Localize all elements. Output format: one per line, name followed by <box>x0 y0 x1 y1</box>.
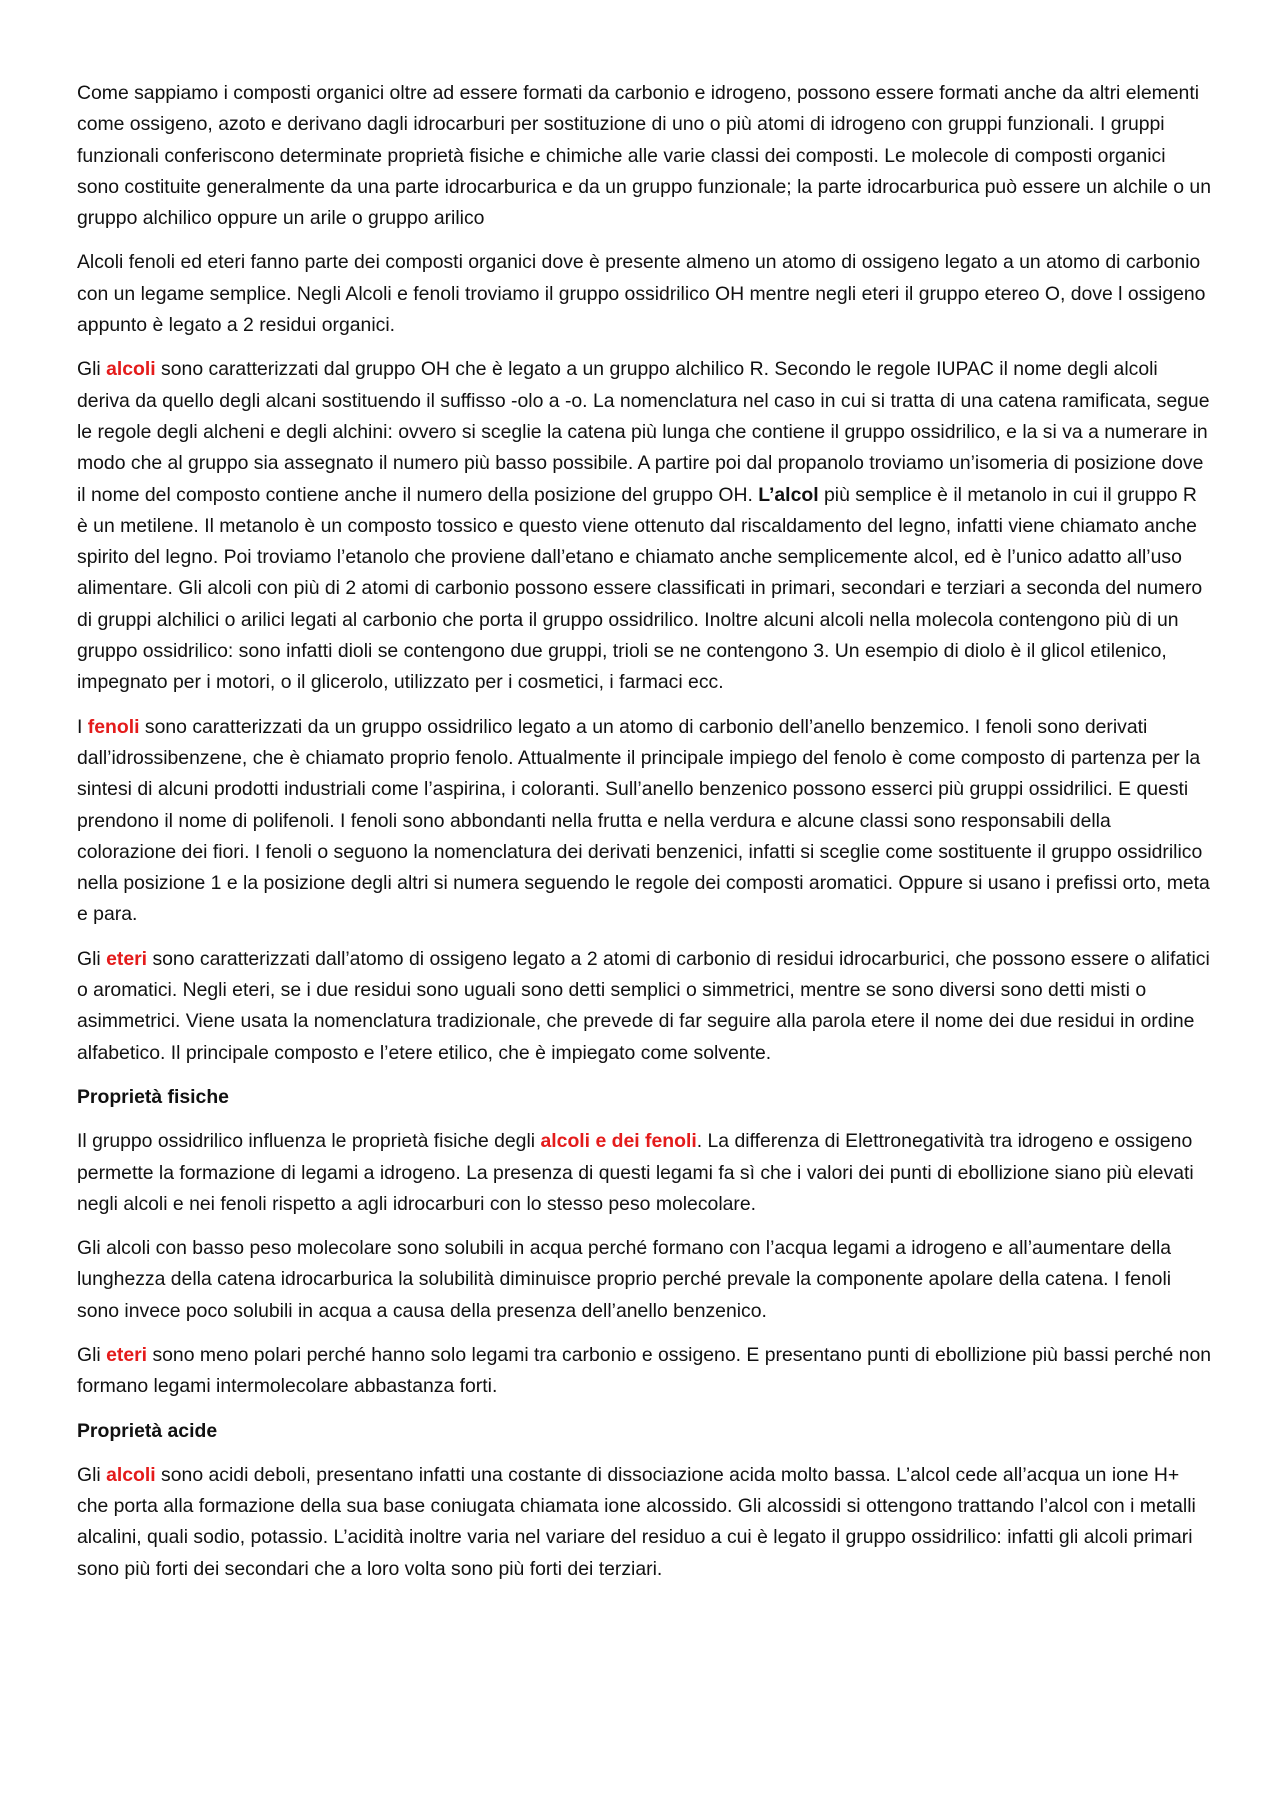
bold-alcol: L’alcol <box>758 483 819 506</box>
text-span: Gli <box>77 947 107 970</box>
text-span: Gli <box>77 1463 107 1486</box>
text-span: sono acidi deboli, presentano infatti una costante di dissociazione acida molto bassa. L’alcol cede all’acqua un ione H+ che porta alla formazione della sua base coniugata chiamata ione alcossido. Gli alcossidi si ottengono trattando l’alcol con i metalli alcalini, quali sodio, potassio. L’acidità inoltre varia nel variare del residuo a cui è legato il gruppo ossidrilico: infatti gli alcoli primari sono più forti dei secondari che a loro volta sono più forti dei terziari. <box>77 1463 1196 1580</box>
text-span: più semplice è il metanolo in cui il gruppo R è un metilene. Il metanolo è un composto tossico e questo viene ottenuto dal riscaldamento del legno, infatti viene chiamato anche spirito del legno. Poi troviamo l’etanolo che proviene dall’etano e chiamato anche semplicemente alcol, ed è l’unico adatto all’uso alimentare. Gli alcoli con più di 2 atomi di carbonio possono essere classificati in primari, secondari e terziari a seconda del numero di gruppi alchilici o arilici legati al carbonio che porta il gruppo ossidrilico. Inoltre alcuni alcoli nella molecola contengono più di un gruppo ossidrilico: sono infatti dioli se contengono due gruppi, trioli se ne contengono 3. Un esempio di diolo è il glicol etilenico, impegnato per i motori, o il glicerolo, utilizzato per i cosmetici, i farmaci ecc. <box>77 483 1203 694</box>
keyword-eteri: eteri <box>106 947 148 970</box>
keyword-alcoli: alcoli <box>106 1463 156 1486</box>
heading-proprieta-fisiche: Proprietà fisiche <box>77 1085 229 1108</box>
text-span: . La differenza di Elettronegatività tra idrogeno e ossigeno permette la formazione di legami a idrogeno. La presenza di questi legami fa sì che i valori dei punti di ebollizione siano più elevati negli alcoli e nei fenoli rispetto a agli idrocarburi con lo stesso peso molecolare. <box>77 1130 1194 1215</box>
keyword-fenoli: fenoli <box>87 715 140 738</box>
paragraph-eteri-polarita <box>77 1340 1211 1403</box>
paragraph-proprieta-fisiche <box>77 1126 1211 1220</box>
keyword-eteri: eteri <box>106 1343 148 1366</box>
text-span: sono caratterizzati da un gruppo ossidrilico legato a un atomo di carbonio dell’anello benzemico. I fenoli sono derivati dall’idrossibenzene, che è chiamato proprio fenolo. Attualmente il principale impiego del fenolo è come composto di partenza per la sintesi di alcuni prodotti industriali come l’aspirina, i coloranti. Sull’anello benzenico possono esserci più gruppi ossidrilici. E questi prendono il nome di polifenoli. I fenoli sono abbondanti nella frutta e nella verdura e alcune classi sono responsabili della colorazione dei fiori. I fenoli o seguono la nomenclatura dei derivati benzenici, infatti si sceglie come sostituente il gruppo ossidrilico nella posizione 1 e la posizione degli altri si numera seguendo le regole dei composti aromatici. Oppure si usano i prefissi orto, meta e para. <box>77 715 1210 926</box>
paragraph-proprieta-acide <box>77 1460 1211 1585</box>
heading-proprieta-acide: Proprietà acide <box>77 1419 218 1442</box>
text-span: sono caratterizzati dal gruppo OH che è legato a un gruppo alchilico R. Secondo le regole IUPAC il nome degli alcoli deriva da quello degli alcani sostituendo il suffisso -olo a -o. La nomenclatura nel caso in cui si tratta di una catena ramificata, segue le regole degli alcheni e degli alchini: ovvero si sceglie la catena più lunga che contiene il gruppo ossidrilico, e la si va a numerare in modo che al gruppo sia assegnato il numero più basso possibile. A partire poi dal propanolo troviamo un’isomeria di posizione dove il nome del composto contiene anche il numero della posizione del gruppo OH. <box>77 358 1210 506</box>
text-span: Gli <box>77 1343 107 1366</box>
text-span: Il gruppo ossidrilico influenza le proprietà fisiche degli <box>77 1130 541 1153</box>
paragraph-fenoli <box>77 712 1211 931</box>
paragraph-intro: Come sappiamo i composti organici oltre ad essere formati da carbonio e idrogeno, possono essere formati anche da altri elementi come ossigeno, azoto e derivano dagli idrocarburi per sostituzione di uno o più atomi di idrogeno con gruppi funzionali. I gruppi funzionali conferiscono determinate proprietà fisiche e chimiche alle varie classi dei composti. Le molecole di composti organici sono costituite generalmente da una parte idrocarburica e da un gruppo funzionale; la parte idrocarburica può essere un alchile o un gruppo alchilico oppure un arile o gruppo arilico <box>77 82 1212 230</box>
text-span: Gli <box>77 358 107 381</box>
text-span: sono caratterizzati dall’atomo di ossigeno legato a 2 atomi di carbonio di residui idrocarburici, che possono essere o alifatici o aromatici. Negli eteri, se i due residui sono uguali sono detti semplici o simmetrici, mentre se sono diversi sono detti misti o asimmetrici. Viene usata la nomenclatura tradizionale, che prevede di far seguire alla parola etere il nome dei due residui in ordine alfabetico. Il principale composto e l’etere etilico, che è impiegato come solvente. <box>77 947 1210 1064</box>
paragraph-overview: Alcoli fenoli ed eteri fanno parte dei composti organici dove è presente almeno un atomo di ossigeno legato a un atomo di carbonio con un legame semplice. Negli Alcoli e fenoli troviamo il gruppo ossidrilico OH mentre negli eteri il gruppo etereo O, dove l ossigeno appunto è legato a 2 residui organici. <box>77 251 1206 337</box>
text-span: I <box>77 715 88 738</box>
keyword-alcoli: alcoli <box>106 358 156 381</box>
text-span: sono meno polari perché hanno solo legami tra carbonio e ossigeno. E presentano punti di ebollizione più bassi perché non formano legami intermolecolare abbastanza forti. <box>77 1343 1212 1398</box>
document-page <box>77 78 1211 1598</box>
paragraph-eteri <box>77 944 1211 1069</box>
paragraph-solubilita: Gli alcoli con basso peso molecolare sono solubili in acqua perché formano con l’acqua legami a idrogeno e all’aumentare della lunghezza della catena idrocarburica la solubilità diminuisce proprio perché prevale la componente apolare della catena. I fenoli sono invece poco solubili in acqua a causa della presenza dell’anello benzenico. <box>77 1237 1172 1322</box>
keyword-alcoli-fenoli: alcoli e dei fenoli <box>540 1130 697 1153</box>
paragraph-alcoli <box>77 354 1211 698</box>
